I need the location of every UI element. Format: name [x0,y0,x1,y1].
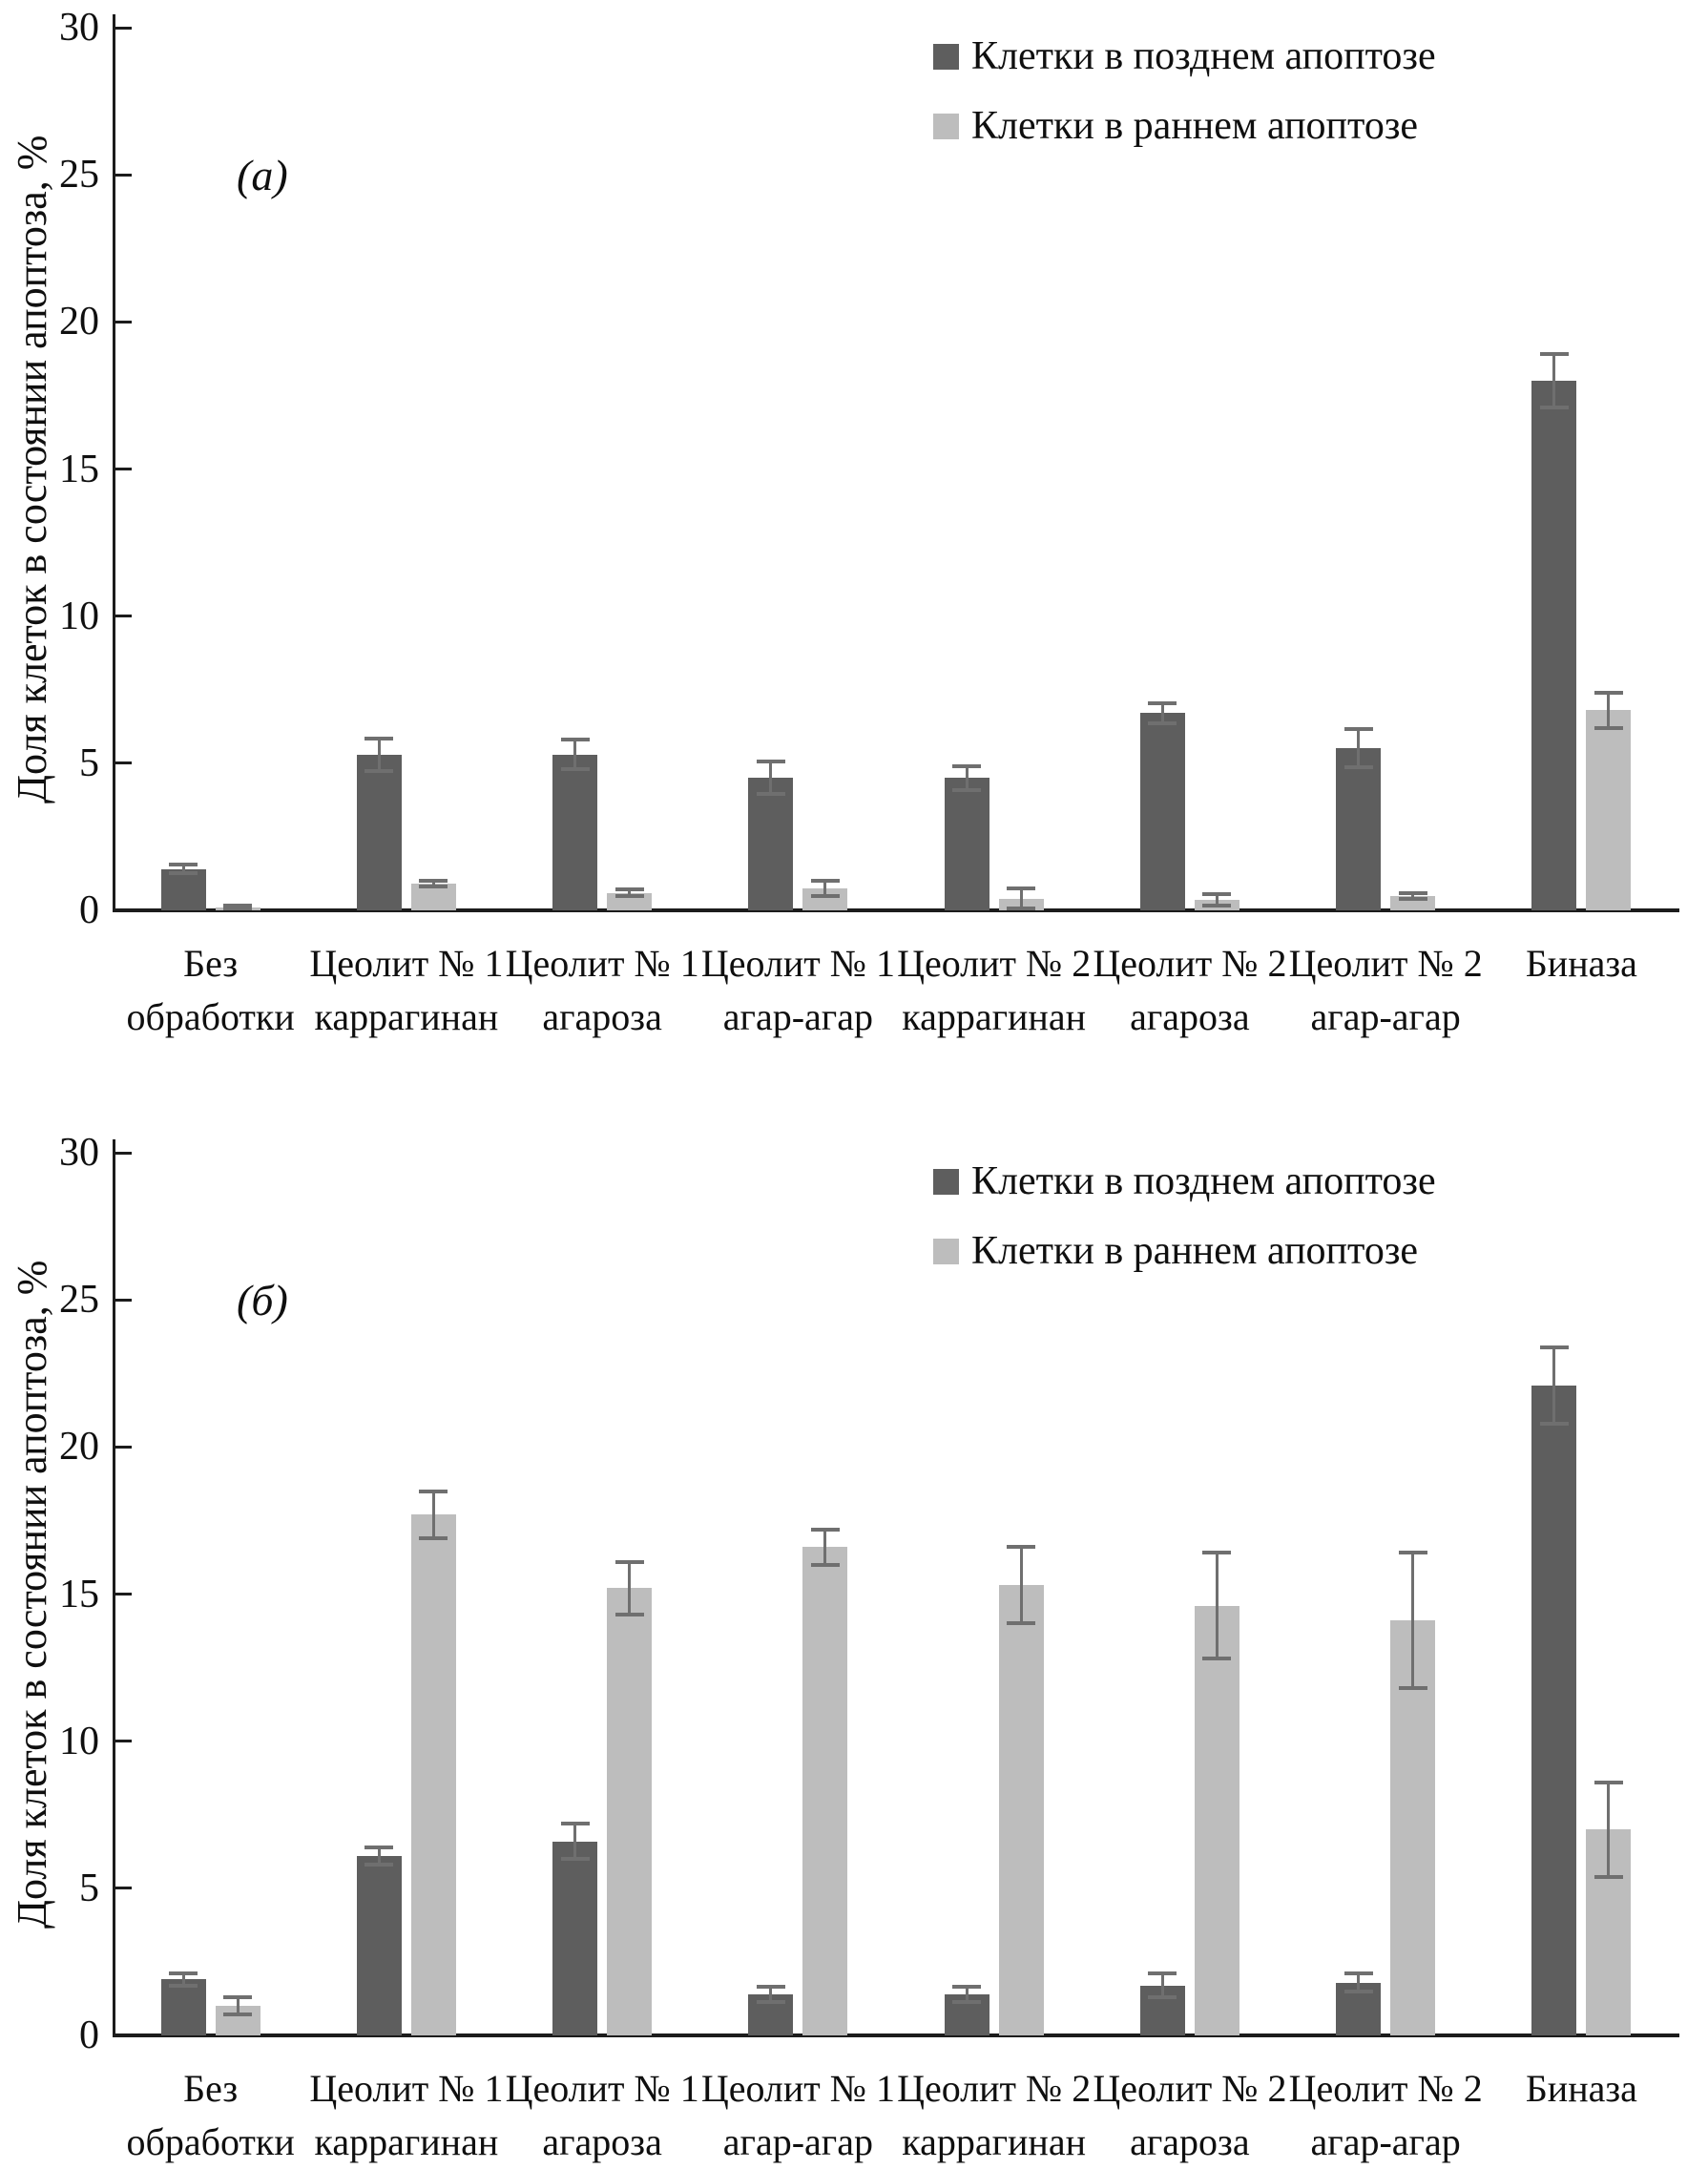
y-tick-label: 20 [59,1425,99,1470]
error-bar [1594,1783,1623,1877]
x-category-label-line1: Биназа [1525,2067,1637,2110]
error-bar-bottom-cap [1344,1990,1373,1993]
x-category-label-line2: агароза [542,995,662,1038]
error-bar-top-cap [1202,1551,1231,1554]
error-bar [1399,893,1427,899]
x-category-label-line1: Цеолит № 1 [700,942,895,985]
error-bar-bottom-cap [561,767,590,771]
bars-container [113,1153,1679,2035]
error-bar-stem [628,1562,631,1616]
error-bar-bottom-cap [1202,904,1231,907]
error-bar-top-cap [419,1490,448,1493]
error-bar [1202,894,1231,906]
error-bar-bottom-cap [1540,406,1569,409]
legend-label-late: Клетки в позднем апоптозе [971,1159,1436,1203]
error-bar-bottom-cap [223,2013,252,2016]
error-bar [561,1824,590,1859]
x-category-label-line1: Биназа [1525,942,1637,985]
late-apoptosis-bar [945,778,989,910]
error-bar-bottom-cap [419,1536,448,1540]
error-bar-top-cap [952,1985,981,1989]
error-bar-bottom-cap [952,788,981,792]
y-tick-label: 25 [59,153,99,198]
error-bar-top-cap [365,1846,393,1849]
error-bar-bottom-cap [615,1613,644,1616]
error-bar-stem [1607,1783,1610,1877]
x-category-label-line1: Цеолит № 2 [1288,942,1483,985]
panel-label: (б) [237,1276,288,1324]
x-category-label-line1: Цеолит № 2 [1093,2067,1287,2110]
error-bar-stem [966,766,969,790]
late-apoptosis-bar [161,1979,206,2035]
y-tick-label: 20 [59,300,99,344]
x-category-label-line2: каррагинан [314,2120,499,2163]
error-bar-stem [1216,1553,1219,1658]
x-category-label-line2: агар-агар [722,995,873,1038]
late-apoptosis-bar [1140,713,1185,910]
y-tick-label: 10 [59,594,99,638]
y-tick-label: 30 [59,1131,99,1175]
x-category-label-line2: каррагинан [902,995,1086,1038]
x-category-label-line2: агар-агар [722,2120,873,2163]
x-category-label-line1: Цеолит № 1 [309,2067,504,2110]
early-apoptosis-bar [802,1547,847,2035]
error-bar-stem [1357,729,1360,767]
error-bar [757,1987,785,2001]
error-bar [952,766,981,790]
error-bar-bottom-cap [1594,1875,1623,1879]
error-bar-top-cap [1344,727,1373,731]
error-bar [1344,729,1373,767]
x-category-label-line2: обработки [126,2120,295,2163]
y-axis-title: Доля клеток в состоянии апоптоза, % [9,135,55,803]
error-bar-stem [432,1491,435,1538]
error-bar-top-cap [952,764,981,768]
y-tick-label: 5 [79,740,99,785]
legend-label-late: Клетки в позднем апоптозе [971,34,1436,78]
chart-panel-b [0,1075,1708,2163]
error-bar-top-cap [1399,891,1427,895]
error-bar-bottom-cap [1148,1995,1177,1999]
error-bar-stem [1411,1553,1414,1688]
error-bar-stem [1552,354,1555,407]
error-bar-top-cap [615,887,644,891]
y-tick-label: 15 [59,447,99,491]
y-tick-label: 15 [59,1572,99,1616]
x-category-label [1455,937,1708,991]
late-apoptosis-bar [552,755,597,910]
x-category-label-line1: Без [183,2067,239,2110]
x-category-label-line1: Цеолит № 2 [897,2067,1092,2110]
error-bar-stem [378,739,381,771]
error-bar [1007,888,1035,909]
error-bar-top-cap [1202,892,1231,896]
error-bar-bottom-cap [1344,765,1373,769]
error-bar [1148,1973,1177,1997]
late-apoptosis-bar [748,778,793,910]
error-bar-bottom-cap [1399,1686,1427,1690]
error-bar-top-cap [811,879,840,883]
error-bar [365,1847,393,1866]
error-bar [169,865,198,873]
early-apoptosis-bar [1195,1606,1239,2035]
error-bar-bottom-cap [1148,721,1177,725]
error-bar [811,1530,840,1565]
error-bar-top-cap [1540,1345,1569,1349]
plot-area [59,6,1679,1038]
y-tick-label: 10 [59,1719,99,1763]
error-bar-bottom-cap [169,1984,198,1988]
x-category-label-line2: агароза [1130,995,1250,1038]
error-bar-stem [1607,693,1610,728]
x-category-label-line1: Цеолит № 1 [505,942,699,985]
error-bar-top-cap [1148,701,1177,705]
error-bar-top-cap [365,737,393,740]
error-bar-stem [1020,1547,1023,1623]
error-bar-top-cap [1540,352,1569,356]
error-bar-stem [1161,703,1164,724]
x-category-label-line1: Цеолит № 1 [309,942,504,985]
early-apoptosis-bar [411,1514,456,2035]
error-bar-top-cap [1594,691,1623,695]
error-bar-top-cap [1007,886,1035,890]
x-category-label-line1: Цеолит № 2 [897,942,1092,985]
error-bar [1148,703,1177,724]
late-apoptosis-bar [1336,748,1381,910]
error-bar-bottom-cap [1594,726,1623,730]
error-bar-bottom-cap [811,894,840,898]
error-bar-top-cap [1399,1551,1427,1554]
error-bar-bottom-cap [1540,1422,1569,1426]
error-bar [1344,1973,1373,1992]
error-bar-bottom-cap [365,1863,393,1867]
error-bar [615,889,644,895]
error-bar [419,881,448,886]
error-bar-stem [769,761,772,794]
error-bar [1540,354,1569,407]
error-bar-top-cap [169,1971,198,1975]
error-bar [952,1987,981,2001]
error-bar-bottom-cap [757,2000,785,2004]
early-apoptosis-bar [999,1585,1044,2035]
error-bar-top-cap [419,879,448,883]
error-bar-top-cap [811,1528,840,1532]
x-category-label-line1: Цеолит № 2 [1288,2067,1483,2110]
error-bar-stem [1552,1347,1555,1424]
error-bar [757,761,785,794]
error-bar [223,906,252,908]
x-category-label-line2: агароза [542,2120,662,2163]
y-axis-title: Доля клеток в состоянии апоптоза, % [9,1260,55,1929]
x-category-label-line2: каррагинан [902,2120,1086,2163]
error-bar [615,1562,644,1616]
error-bar [1540,1347,1569,1424]
x-category-label [1455,2062,1708,2116]
y-tick-label: 0 [79,888,99,932]
error-bar-stem [1161,1973,1164,1997]
y-tick-label: 0 [79,2013,99,2057]
error-bar-bottom-cap [811,1563,840,1567]
error-bar [1594,693,1623,728]
late-apoptosis-bar [1531,381,1576,910]
error-bar [811,881,840,895]
chart-panel-a [0,0,1708,1075]
x-category-label-line2: агар-агар [1310,2120,1461,2163]
error-bar-stem [823,1530,826,1565]
x-category-label-line2: обработки [126,995,295,1038]
error-bar-bottom-cap [1202,1657,1231,1660]
error-bar [365,739,393,771]
late-apoptosis-bar [357,1856,402,2035]
error-bar-bottom-cap [169,871,198,875]
error-bar-top-cap [561,1822,590,1825]
bars-container [113,28,1679,910]
error-bar [419,1491,448,1538]
x-category-label-line2: каррагинан [314,995,499,1038]
error-bar-stem [573,1824,576,1859]
x-category-label-line1: Цеолит № 1 [700,2067,895,2110]
error-bar [1202,1553,1231,1658]
error-bar [223,1997,252,2015]
early-apoptosis-bar [1586,710,1631,910]
error-bar-top-cap [223,1995,252,1999]
error-bar-bottom-cap [1399,897,1427,901]
x-category-label-line2: агар-агар [1310,995,1461,1038]
error-bar-stem [573,740,576,769]
error-bar-top-cap [1594,1781,1623,1784]
y-tick-label: 25 [59,1278,99,1323]
y-tick-label: 30 [59,6,99,50]
plot-area [59,1131,1679,2163]
legend-label-early: Клетки в раннем апоптозе [971,1229,1419,1273]
error-bar [169,1973,198,1985]
error-bar-bottom-cap [1007,1621,1035,1625]
legend-label-early: Клетки в раннем апоптозе [971,104,1419,148]
early-apoptosis-bar [607,1588,652,2035]
x-category-label-line1: Цеолит № 2 [1093,942,1287,985]
error-bar-bottom-cap [419,885,448,888]
x-category-label-line1: Цеолит № 1 [505,2067,699,2110]
error-bar-top-cap [169,863,198,866]
error-bar-bottom-cap [365,769,393,773]
x-category-label-line1: Без [183,942,239,985]
error-bar-bottom-cap [223,907,252,910]
x-category-label-line2: агароза [1130,2120,1250,2163]
error-bar-bottom-cap [1007,907,1035,910]
error-bar-top-cap [757,760,785,763]
panel-label: (а) [237,151,288,199]
error-bar-top-cap [615,1560,644,1564]
late-apoptosis-bar [1531,1386,1576,2035]
error-bar-top-cap [561,738,590,741]
error-bar [561,740,590,769]
y-tick-label: 5 [79,1866,99,1910]
error-bar-top-cap [1148,1971,1177,1975]
error-bar-top-cap [757,1985,785,1989]
error-bar-stem [1020,888,1023,909]
error-bar-bottom-cap [757,792,785,796]
error-bar-top-cap [1344,1971,1373,1975]
error-bar-bottom-cap [561,1857,590,1861]
late-apoptosis-bar [357,755,402,910]
error-bar [1399,1553,1427,1688]
error-bar-bottom-cap [952,2000,981,2004]
error-bar [1007,1547,1035,1623]
error-bar-top-cap [1007,1545,1035,1549]
error-bar-bottom-cap [615,894,644,898]
late-apoptosis-bar [552,1842,597,2036]
